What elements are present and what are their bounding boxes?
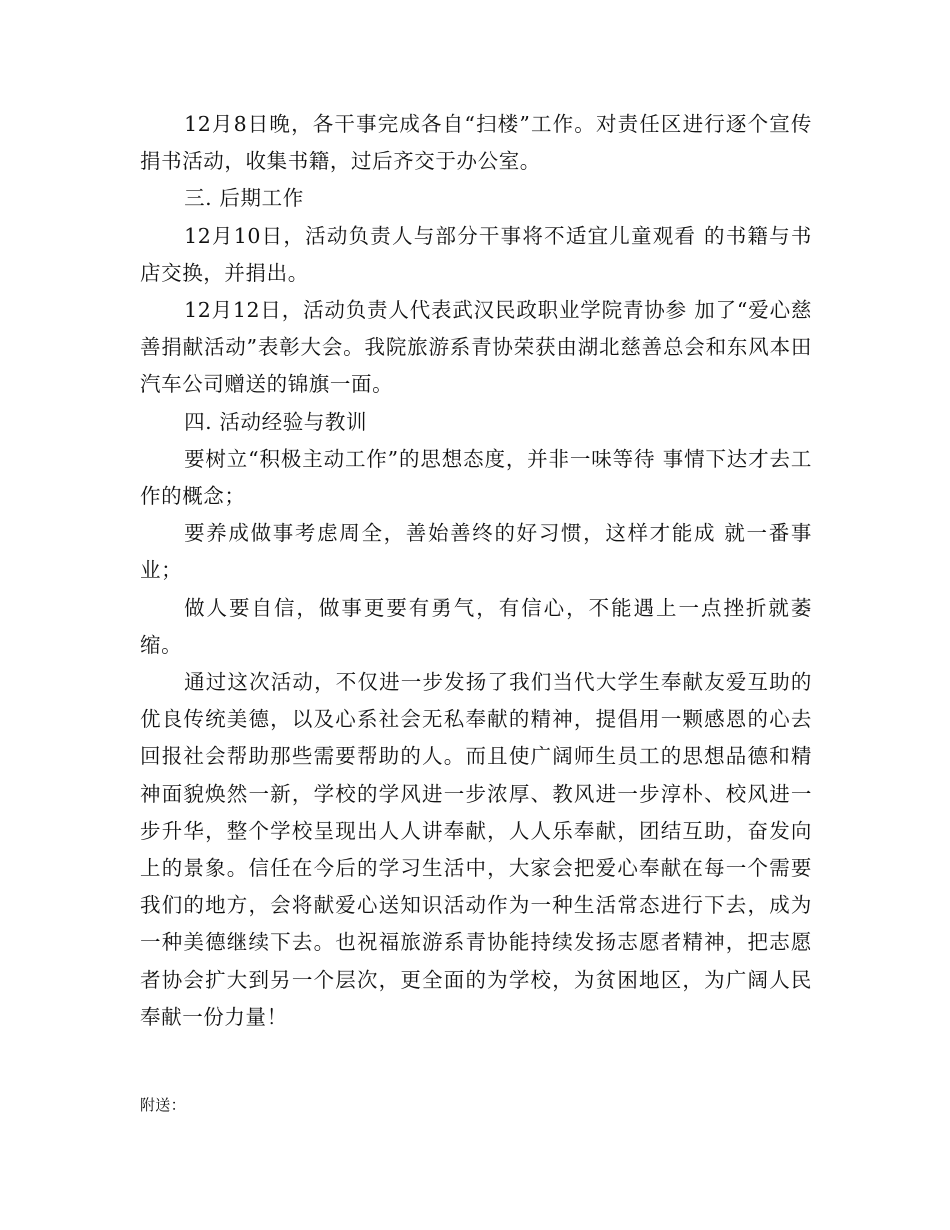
- section-heading-later-work: 三. 后期工作: [184, 186, 304, 211]
- paragraph-lesson-thoroughness: 要养成做事考虑周全，善始善终的好习惯，这样才能成 就一番事业；: [140, 521, 812, 583]
- paragraph-lesson-confidence: 做人要自信，做事更要有勇气，有信心，不能遇上一点挫折就萎缩。: [140, 595, 812, 657]
- appendix-label: 附送：: [140, 1096, 186, 1114]
- document-body: [140, 106, 812, 1036]
- paragraph-commendation-meeting: 12月12日，活动负责人代表武汉民政职业学院青协参 加了“爱心慈善捐献活动”表彰大会。我院旅游系青协荣获由湖北慈善总会和东风本田汽车公司赠送的锦旗一面。: [140, 298, 812, 397]
- paragraph-book-exchange: 12月10日，活动负责人与部分干事将不适宜儿童观看 的书籍与书店交换，并捐出。: [140, 223, 812, 285]
- paragraph-lesson-initiative: 要树立“积极主动工作”的思想态度，并非一味等待 事情下达才去工作的概念；: [140, 446, 812, 509]
- paragraph-scan-building: 12月8日晚，各干事完成各自“扫楼”工作。对责任区进行逐个宣传捐书活动，收集书籍，过后齐交于办公室。: [140, 112, 812, 174]
- section-heading-lessons: 四. 活动经验与教训: [184, 409, 368, 434]
- paragraph-conclusion: 通过这次活动，不仅进一步发扬了我们当代大学生奉献友爱互助的优良传统美德，以及心系社会无私奉献的精神，提倡用一颗感恩的心去回报社会帮助那些需要帮助的人。而且使广阔师生员工的思想品德和精神面貌焕然一新，学校的学风进一步浓厚、教风进一步淳朴、校风进一步升华，整个学校呈现出人人讲奉献，人人乐奉献，团结互助，奋发向上的景象。信任在今后的学习生活中，大家会把爱心奉献在每一个需要我们的地方，会将献爱心送知识活动作为一种生活常态进行下去，成为一种美德继续下去。也祝福旅游系青协能持续发扬志愿者精神，把志愿者协会扩大到另一个层次，更全面的为学校，为贫困地区，为广阔人民奉献一份力量！: [140, 670, 812, 1029]
